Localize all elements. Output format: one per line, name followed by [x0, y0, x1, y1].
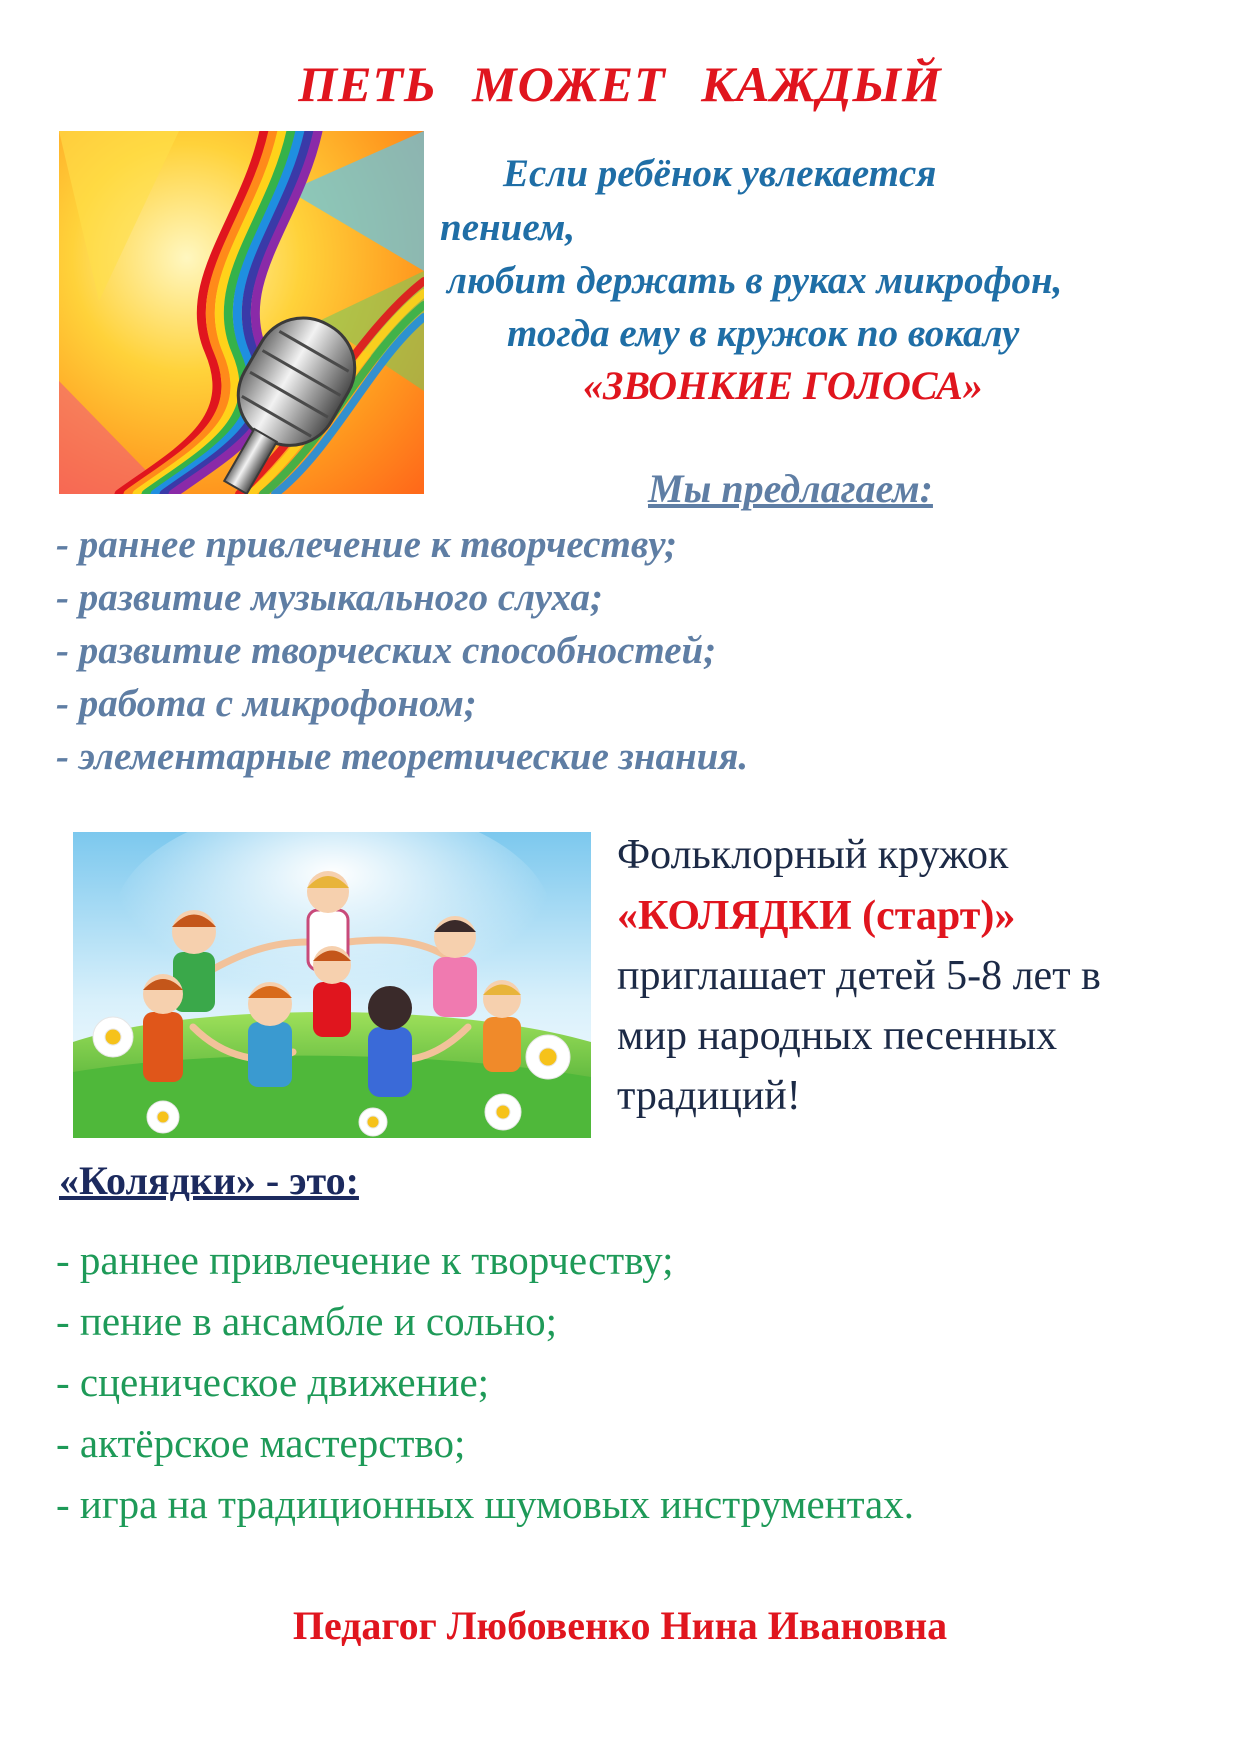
list-item: - раннее привлечение к творчеству;	[56, 1237, 674, 1283]
page-title: ПЕТЬ МОЖЕТ КАЖДЫЙ	[298, 56, 942, 112]
teacher-name: Педагог Любовенко Нина Ивановна	[292, 1603, 948, 1648]
folk-line-1: Фольклорный кружок	[617, 832, 1009, 878]
folk-line-3: приглашает детей 5-8 лет в	[617, 953, 1101, 999]
folk-line-5: традиций!	[617, 1073, 801, 1119]
folk-line-4: мир народных песенных	[617, 1013, 1058, 1059]
intro-line-3: любит держать в руках микрофон,	[447, 259, 1063, 302]
offer-list	[56, 518, 748, 783]
list-item: - раннее привлечение к творчеству;	[56, 523, 678, 566]
microphone-icon	[59, 131, 424, 494]
vocal-club-name: «ЗВОНКИЕ ГОЛОСА»	[583, 363, 983, 408]
list-item: - сценическое движение;	[56, 1359, 490, 1405]
list-item: - развитие творческих способностей;	[56, 629, 717, 672]
offer-heading: Мы предлагаем:	[648, 466, 933, 511]
intro-line-4: тогда ему в кружок по вокалу	[507, 312, 1020, 355]
koliadki-heading: «Колядки» - это:	[59, 1158, 359, 1203]
intro-line-2: пением,	[440, 206, 576, 249]
list-item: - элементарные теоретические знания.	[56, 735, 749, 778]
intro-line-1: Если ребёнок увлекается	[503, 152, 937, 195]
children-dance-icon	[73, 832, 591, 1138]
koliadki-list	[56, 1230, 914, 1535]
children-dance-image	[73, 832, 591, 1138]
list-item: - развитие музыкального слуха;	[56, 576, 603, 619]
folk-club-name: «КОЛЯДКИ (старт)»	[617, 893, 1016, 939]
list-item: - работа с микрофоном;	[56, 682, 477, 725]
list-item: - актёрское мастерство;	[56, 1420, 466, 1466]
list-item: - игра на традиционных шумовых инструментах.	[56, 1481, 914, 1527]
microphone-rainbow-image	[59, 131, 424, 494]
list-item: - пение в ансамбле и сольно;	[56, 1298, 558, 1344]
